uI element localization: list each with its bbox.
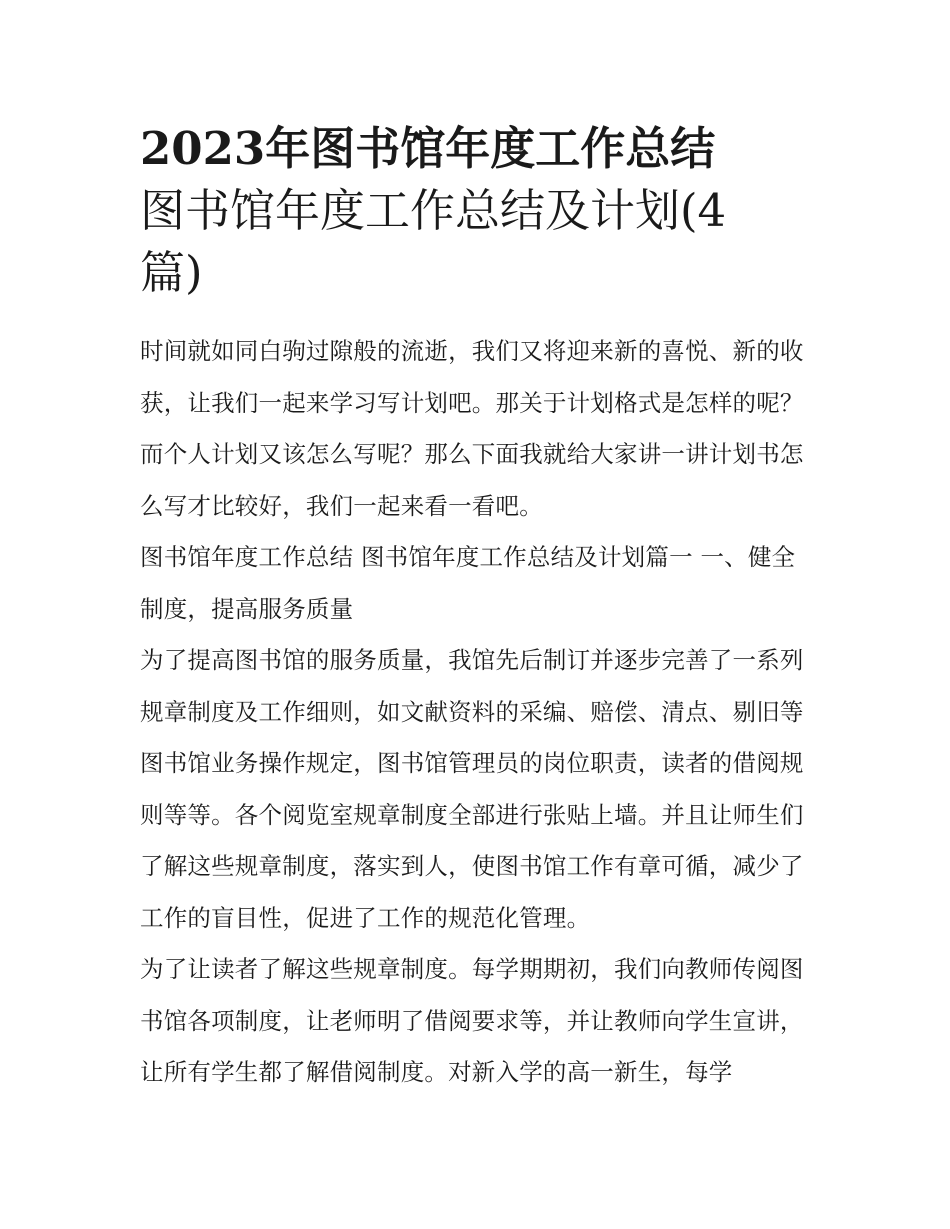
title-line-1: 2023年图书馆年度工作总结 [140, 122, 716, 175]
document-page [140, 118, 812, 1099]
document-body [140, 326, 812, 1099]
paragraph-service-quality: 为了提高图书馆的服务质量，我馆先后制订并逐步完善了一系列规章制度及工作细则，如文献资料的采编、赔偿、清点、剔旧等图书馆业务操作规定，图书馆管理员的岗位职责，读者的借阅规则等等。各个阅览室规章制度全部进行张贴上墙。并且让师生们了解这些规章制度，落实到人，使图书馆工作有章可循，减少了工作的盲目性，促进了工作的规范化管理。 [140, 646, 804, 932]
document-title [140, 118, 812, 304]
paragraph-section-heading: 图书馆年度工作总结 图书馆年度工作总结及计划篇一 一、健全制度，提高服务质量 [140, 543, 796, 623]
title-line-3: 篇) [140, 246, 203, 299]
paragraph-intro: 时间就如同白驹过隙般的流逝，我们又将迎来新的喜悦、新的收获，让我们一起来学习写计划吧。那关于计划格式是怎样的呢？而个人计划又该怎么写呢？那么下面我就给大家讲一讲计划书怎么写才比较好，我们一起来看一看吧。 [140, 337, 804, 520]
title-line-2: 图书馆年度工作总结及计划(4 [140, 184, 727, 237]
paragraph-rules-awareness: 为了让读者了解这些规章制度。每学期期初，我们向教师传阅图书馆各项制度，让老师明了借阅要求等，并让教师向学生宣讲，让所有学生都了解借阅制度。对新入学的高一新生，每学 [140, 955, 804, 1086]
